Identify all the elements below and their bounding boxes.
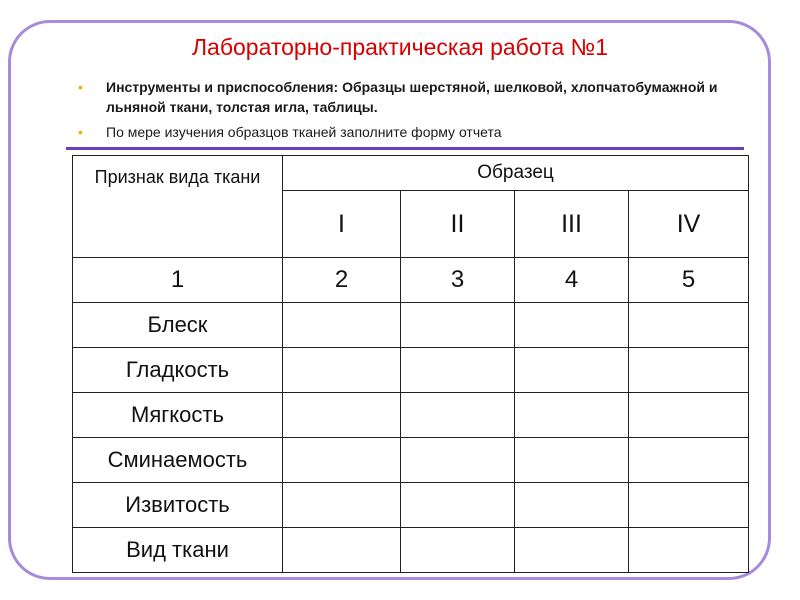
table-row bbox=[73, 348, 749, 393]
divider-line bbox=[66, 147, 744, 150]
bullet-marker-icon: • bbox=[78, 124, 83, 140]
table-cell[interactable] bbox=[629, 303, 749, 348]
table-cell[interactable] bbox=[629, 348, 749, 393]
report-table bbox=[72, 155, 749, 573]
table-row bbox=[73, 303, 749, 348]
table-cell[interactable] bbox=[629, 393, 749, 438]
row-label: Вид ткани bbox=[73, 528, 283, 573]
sample-header-ii: II bbox=[401, 191, 515, 258]
table-cell[interactable] bbox=[629, 528, 749, 573]
sample-header-i: I bbox=[283, 191, 401, 258]
table-row bbox=[73, 483, 749, 528]
table-row bbox=[73, 438, 749, 483]
column-number: 1 bbox=[73, 258, 283, 303]
table-cell[interactable] bbox=[401, 348, 515, 393]
table-cell[interactable] bbox=[401, 483, 515, 528]
table-cell[interactable] bbox=[515, 438, 629, 483]
row-label: Мягкость bbox=[73, 393, 283, 438]
bullet-text: По мере изучения образцов тканей заполните форму отчета bbox=[106, 124, 502, 140]
table-cell[interactable] bbox=[283, 528, 401, 573]
bullet-list bbox=[78, 77, 758, 142]
bullet-marker-icon: • bbox=[78, 79, 83, 95]
row-label: Блеск bbox=[73, 303, 283, 348]
slide-title: Лабораторно-практическая работа №1 bbox=[191, 34, 609, 60]
column-number: 2 bbox=[283, 258, 401, 303]
sample-group-header: Образец bbox=[283, 156, 749, 191]
sample-header-iii: III bbox=[515, 191, 629, 258]
sample-header-iv: IV bbox=[629, 191, 749, 258]
table-cell[interactable] bbox=[515, 303, 629, 348]
table-cell[interactable] bbox=[629, 438, 749, 483]
table-cell[interactable] bbox=[283, 303, 401, 348]
table-cell[interactable] bbox=[401, 303, 515, 348]
table-cell[interactable] bbox=[515, 348, 629, 393]
table-cell[interactable] bbox=[515, 483, 629, 528]
table-cell[interactable] bbox=[401, 393, 515, 438]
table-cell[interactable] bbox=[283, 348, 401, 393]
table-cell[interactable] bbox=[401, 438, 515, 483]
row-label: Извитость bbox=[73, 483, 283, 528]
table-cell[interactable] bbox=[515, 528, 629, 573]
table-header-row bbox=[73, 156, 749, 191]
bullet-item-tools bbox=[78, 77, 758, 117]
row-label: Гладкость bbox=[73, 348, 283, 393]
column-number-row bbox=[73, 258, 749, 303]
table-cell[interactable] bbox=[283, 483, 401, 528]
table-cell[interactable] bbox=[283, 393, 401, 438]
column-number: 4 bbox=[515, 258, 629, 303]
table-cell[interactable] bbox=[629, 483, 749, 528]
table-row bbox=[73, 393, 749, 438]
column-number: 5 bbox=[629, 258, 749, 303]
bullet-item-instructions bbox=[78, 122, 758, 142]
column-number: 3 bbox=[401, 258, 515, 303]
row-label: Сминаемость bbox=[73, 438, 283, 483]
table-cell[interactable] bbox=[515, 393, 629, 438]
table-row bbox=[73, 528, 749, 573]
table-cell[interactable] bbox=[283, 438, 401, 483]
bullet-text: Инструменты и приспособления: Образцы шерстяной, шелковой, хлопчатобумажной и льняной ткани, толстая игла, таблицы. bbox=[106, 79, 718, 115]
feature-column-header: Признак вида ткани bbox=[73, 156, 283, 258]
table-cell[interactable] bbox=[401, 528, 515, 573]
